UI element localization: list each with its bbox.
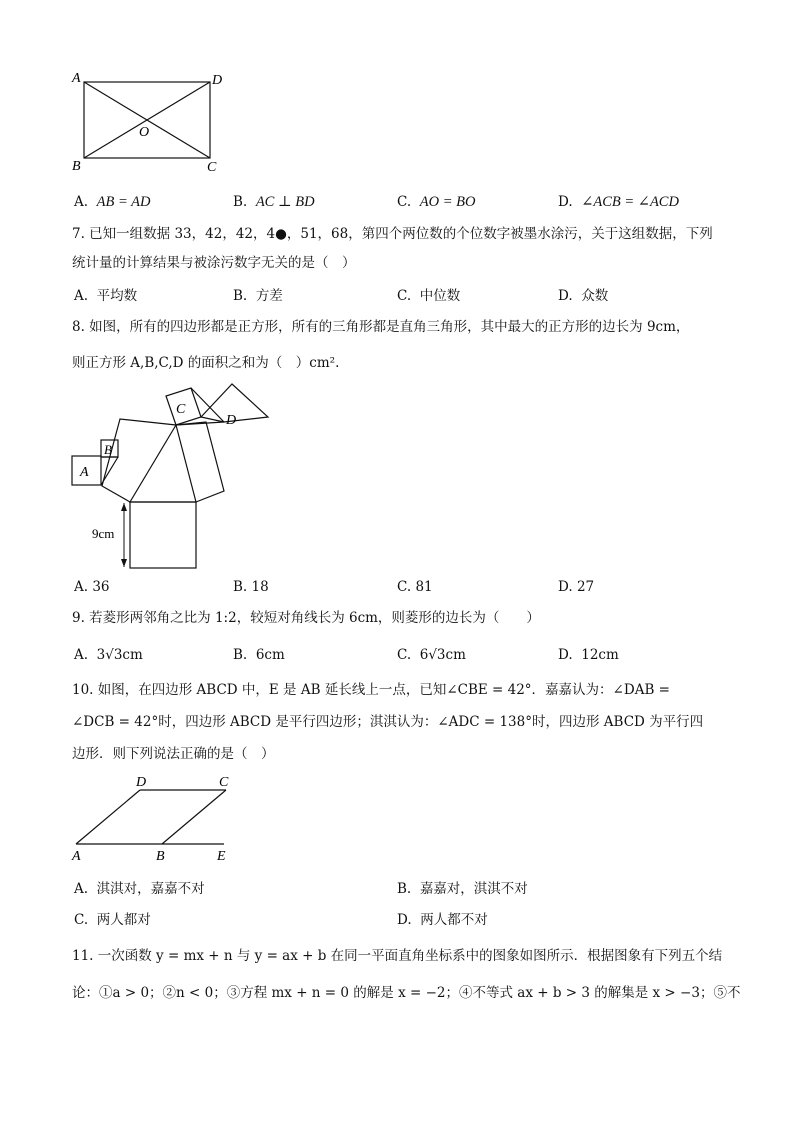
q9-option-a[interactable]: A. 3√3cm	[74, 647, 143, 663]
square-left-leg-final	[101, 419, 176, 502]
parallelogram-figure	[66, 772, 246, 866]
label-square-d: D	[226, 413, 237, 428]
square-bc-left	[120, 419, 130, 502]
q8-option-b[interactable]: B. 18	[233, 579, 269, 595]
q10-stem-line3: 边形．则下列说法正确的是（ ）	[72, 746, 275, 762]
sq-left-leg	[102, 418, 176, 502]
label-c: C	[207, 160, 217, 175]
q7-option-a[interactable]: A. 平均数	[74, 288, 138, 304]
q8-stem-line1: 8. 如图，所有的四边形都是正方形，所有的三角形都是直角三角形，其中最大的正方形的边长为 9cm，	[72, 319, 690, 335]
left-leg-square	[116, 402, 176, 502]
square-left-side	[120, 419, 130, 502]
square-left-actual	[102, 419, 176, 502]
pythagoras-tree-figure	[66, 382, 276, 574]
label-a: A	[72, 849, 81, 864]
label-a: A	[72, 71, 81, 86]
label-o: O	[139, 125, 150, 140]
q7-option-c[interactable]: C. 中位数	[397, 288, 461, 304]
label-d: D	[212, 73, 223, 88]
q7-stem-line1: 7. 已知一组数据 33，42，42，4●，51，68，第四个两位数的个位数字被墨水涂污，关于这组数据，下列	[72, 226, 713, 242]
q9-stem: 9. 若菱形两邻角之比为 1:2，较短对角线长为 6cm，则菱形的边长为（ ）	[72, 610, 540, 626]
q7-option-d[interactable]: D. 众数	[558, 288, 609, 304]
sq-left	[122, 417, 176, 502]
q6-option-b[interactable]: B. AC ⊥ BD	[233, 194, 315, 210]
q9-option-b[interactable]: B. 6cm	[233, 647, 285, 663]
dimension-arrow-top	[121, 503, 127, 511]
left-square-path	[102, 418, 176, 502]
segment-ad	[76, 790, 140, 844]
left-big-square	[102, 418, 176, 502]
q10-option-d[interactable]: D. 两人都不对	[397, 912, 488, 928]
square-hyp-left	[120, 402, 176, 502]
left-square-clear	[101, 419, 176, 502]
ab-triangle-hyp	[101, 457, 118, 485]
q6-option-c[interactable]: C. AO = BO	[397, 194, 476, 210]
dimension-arrow-bottom	[121, 559, 127, 567]
label-side-length: 9cm	[92, 526, 115, 541]
left-square-outline	[84, 415, 176, 502]
label-e: E	[217, 849, 226, 864]
left-leg-square-lines	[102, 419, 176, 502]
left-upper-square	[70, 406, 176, 502]
square-left-final-shape	[101, 419, 176, 502]
q10-stem-line1: 10. 如图，在四边形 ABCD 中，E 是 AB 延长线上一点，已知∠CBE = 42°．嘉嘉认为：∠DAB =	[72, 682, 670, 698]
largest-square	[130, 502, 196, 568]
label-square-c: C	[176, 402, 186, 417]
q10-option-c[interactable]: C. 两人都对	[74, 912, 151, 928]
label-b: B	[72, 159, 81, 174]
label-square-a: A	[80, 465, 89, 480]
q10-option-a[interactable]: A. 淇淇对，嘉嘉不对	[74, 881, 205, 897]
label-d: D	[136, 775, 147, 790]
q9-option-d[interactable]: D. 12cm	[558, 647, 619, 663]
q9-option-c[interactable]: C. 6√3cm	[397, 647, 466, 663]
q7-option-b[interactable]: B. 方差	[233, 288, 283, 304]
segment-bc	[162, 790, 226, 844]
square-main-left	[119, 419, 176, 502]
q10-stem-line2: ∠DCB = 42°时，四边形 ABCD 是平行四边形；淇淇认为：∠ADC = 138°时，四边形 ABCD 为平行四	[72, 714, 704, 730]
mid-left-square	[98, 420, 130, 502]
left-square-shape	[102, 417, 176, 502]
rectangle-diagonals-figure	[66, 66, 236, 178]
q8-option-c[interactable]: C. 81	[397, 579, 433, 595]
label-square-b: B	[104, 442, 112, 457]
q6-option-a[interactable]: A. AB = AD	[74, 194, 151, 210]
q8-option-d[interactable]: D. 27	[558, 579, 595, 595]
square-left-of-triangle	[91, 419, 130, 502]
visible-left-square	[101, 418, 176, 502]
q7-stem-line2: 统计量的计算结果与被涂污数字无关的是（ ）	[72, 255, 356, 271]
q11-stem-line2: 论：①a > 0；②n < 0；③方程 mx + n = 0 的解是 x = −2；④不等式 ax + b > 3 的解集是 x > −3；⑤不	[72, 985, 741, 1001]
c-to-d-edge	[191, 388, 224, 422]
q8-option-a[interactable]: A. 36	[74, 579, 110, 595]
label-b: B	[156, 849, 165, 864]
q10-option-b[interactable]: B. 嘉嘉对，淇淇不对	[397, 881, 528, 897]
square-left-main	[119, 419, 130, 502]
square-under-a-b	[101, 419, 176, 502]
label-c: C	[219, 775, 229, 790]
right-leg-square-lines	[176, 422, 224, 502]
q6-option-d[interactable]: D. ∠ACB = ∠ACD	[558, 194, 679, 210]
main-right-triangle	[130, 425, 196, 502]
q11-stem-line1: 11. 一次函数 y = mx + n 与 y = ax + b 在同一平面直角坐标系中的图象如图所示．根据图象有下列五个结	[72, 948, 723, 964]
q8-stem-line2: 则正方形 A,B,C,D 的面积之和为（ ）cm².	[72, 355, 340, 371]
square-left-leg	[98, 419, 130, 502]
